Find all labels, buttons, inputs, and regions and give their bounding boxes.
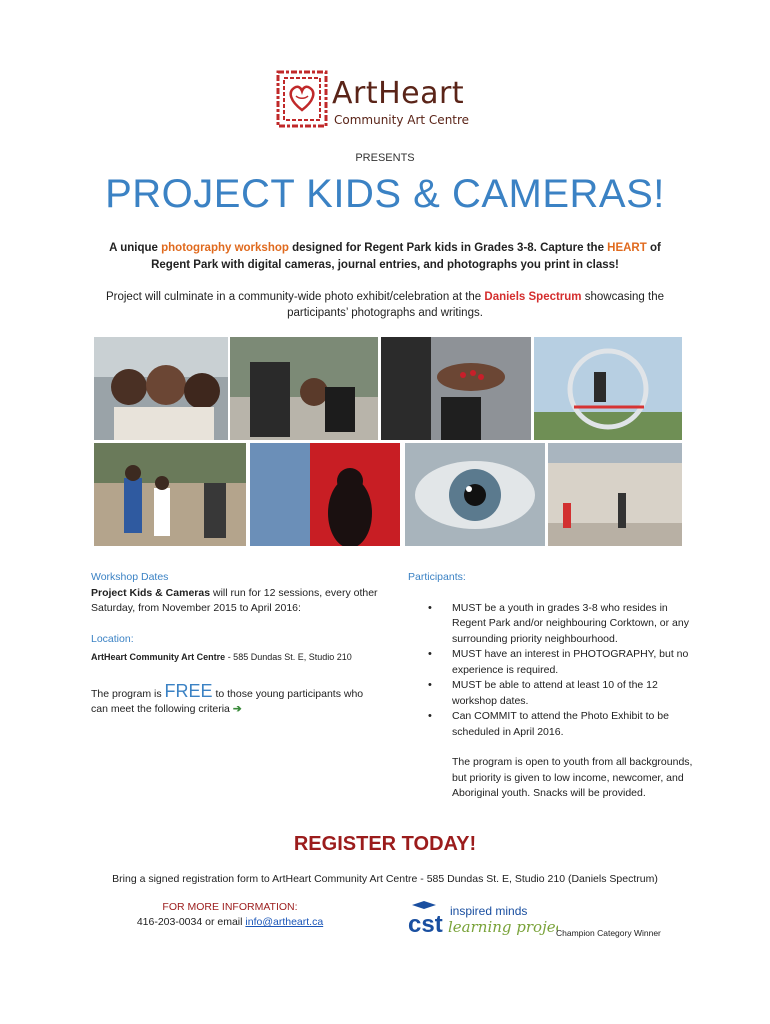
email-link[interactable]: info@artheart.ca bbox=[245, 916, 324, 928]
list-item: • Can COMMIT to attend the Photo Exhibit to be scheduled in April 2016. bbox=[408, 709, 698, 740]
culminate-part1: Project will culminate in a community-wide photo exhibit/celebration at the bbox=[105, 291, 485, 303]
photo-girl-with-camera bbox=[230, 337, 378, 440]
free-before: The program is bbox=[91, 687, 165, 700]
inspired-minds-text: inspired minds bbox=[450, 904, 528, 918]
list-item: • MUST be able to attend at least 10 of the 12 workshop dates. bbox=[408, 678, 698, 709]
arrow-right-icon: ➔ bbox=[232, 703, 242, 715]
page-title: PROJECT KIDS & CAMERAS! bbox=[105, 172, 665, 216]
photo-eye-closeup bbox=[405, 443, 545, 546]
more-info bbox=[130, 900, 330, 930]
location-address: - 585 Dundas St. E, Studio 210 bbox=[225, 652, 352, 662]
contact-phone: 416-203-0034 or email bbox=[136, 916, 246, 928]
location-text bbox=[91, 650, 381, 666]
photo-tower-silhouette bbox=[250, 443, 400, 546]
contact-line bbox=[130, 915, 330, 930]
intro-part1: A unique bbox=[109, 242, 162, 254]
cst-learning-project-logo bbox=[408, 899, 558, 937]
location-label: Location: bbox=[91, 632, 134, 645]
participants-note: The program is open to youth from all backgrounds, but priority is given to low income, newcomer, and Aboriginal youth. Snacks will be provided. bbox=[452, 756, 693, 799]
photo-kids-smiling bbox=[94, 337, 228, 440]
bring-form-text: Bring a signed registration form to ArtHeart Community Art Centre - 585 Dundas St. E, Studio 210 (Daniels Spectrum) bbox=[112, 873, 658, 885]
workshop-info bbox=[91, 570, 381, 718]
free-text bbox=[91, 680, 381, 718]
workshop-dates-label: Workshop Dates bbox=[91, 571, 169, 583]
cst-text: cst bbox=[408, 911, 443, 937]
presents-label: PRESENTS bbox=[355, 152, 415, 164]
project-name: Project Kids & Cameras bbox=[91, 586, 211, 599]
logo-subtitle: Community Art Centre bbox=[334, 113, 470, 127]
list-item: • MUST have an interest in PHOTOGRAPHY, but no experience is required. bbox=[408, 647, 698, 678]
culminate-part2: showcasing the participants’ photographs and writings. bbox=[287, 291, 665, 319]
intro-highlight-heart: HEART bbox=[607, 242, 647, 254]
free-word: FREE bbox=[164, 680, 213, 701]
participants-info bbox=[408, 570, 698, 802]
free-after: to those young participants who can meet the following criteria bbox=[91, 687, 364, 715]
culminate-highlight: Daniels Spectrum bbox=[484, 291, 582, 303]
more-info-label: FOR MORE INFORMATION: bbox=[162, 901, 298, 913]
location-name: ArtHeart Community Art Centre bbox=[91, 652, 226, 662]
culminate-text bbox=[95, 289, 675, 321]
dates-detail: will run for 12 sessions, every other Saturday, from November 2015 to April 2016: bbox=[91, 586, 378, 614]
photo-playground bbox=[534, 337, 682, 440]
criteria-list bbox=[408, 601, 698, 741]
list-item: • MUST be a youth in grades 3-8 who resides in Regent Park and/or neighbouring Corktown, or any surrounding priority neighbourhood. bbox=[408, 601, 698, 648]
photo-kids-group-outdoors bbox=[94, 443, 246, 546]
intro-part2: designed for Regent Park kids in Grades 3-8. Capture the bbox=[288, 242, 608, 254]
photo-wall-street bbox=[548, 443, 682, 546]
intro-text bbox=[95, 240, 675, 274]
workshop-dates-text bbox=[91, 586, 381, 617]
intro-part3: of Regent Park with digital cameras, journal entries, and photographs you print in class! bbox=[151, 242, 661, 271]
photo-hands-with-berries bbox=[381, 337, 531, 440]
register-heading: REGISTER TODAY! bbox=[293, 833, 477, 855]
intro-highlight-workshop: photography workshop bbox=[161, 242, 289, 254]
artheart-logo-mark bbox=[276, 70, 328, 128]
participants-label: Participants: bbox=[408, 571, 466, 583]
learning-project-text: learning project bbox=[448, 918, 558, 936]
logo-title: ArtHeart bbox=[332, 76, 465, 111]
award-text: Champion Category Winner bbox=[556, 928, 661, 938]
